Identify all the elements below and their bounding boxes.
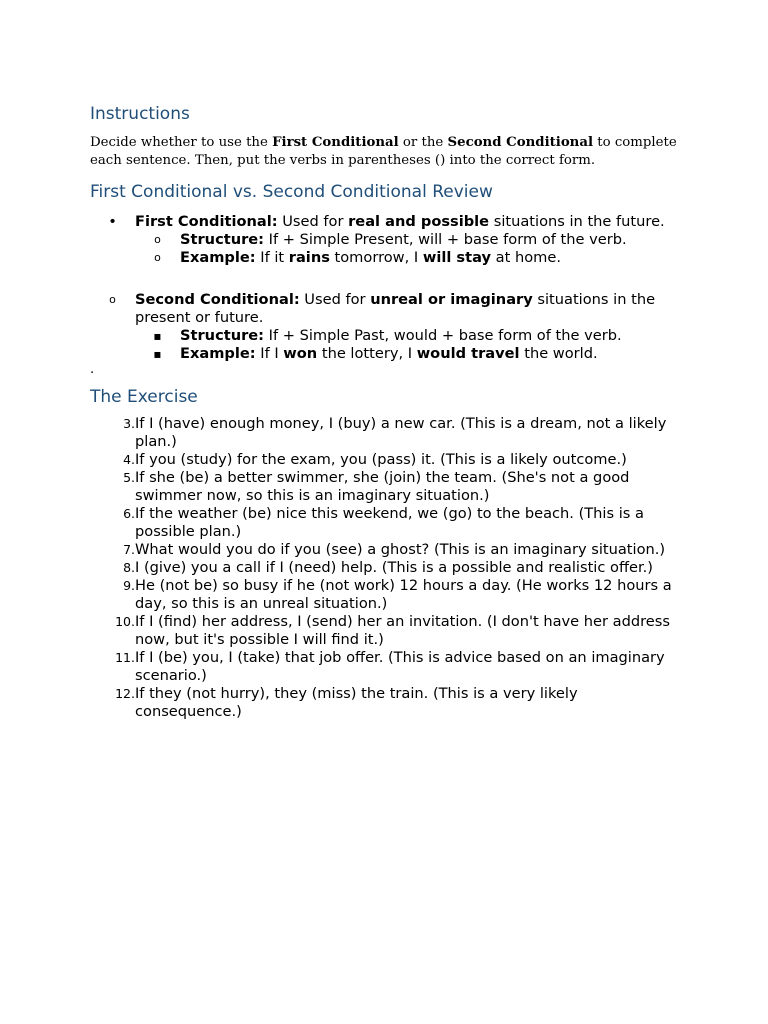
exercise-sentence: If you (study) for the exam, you (pass) it. (This is a likely outcome.): [135, 451, 627, 468]
review-second-example: [90, 345, 680, 363]
structure-text: [180, 231, 680, 249]
instructions-heading: Instructions: [90, 104, 190, 124]
exercise-number: [90, 505, 135, 523]
example-label: Example:: [180, 345, 256, 362]
exercise-number: [90, 613, 135, 631]
review-text: Used for: [277, 213, 349, 230]
instructions-bold-first: First Conditional: [272, 135, 399, 150]
exercise-number-label: 9.: [123, 578, 135, 593]
trailing-dot: .: [90, 362, 95, 377]
exercise-number-label: 4.: [123, 452, 135, 467]
exercise-number-label: 7.: [123, 542, 135, 557]
example-text: [180, 249, 680, 267]
exercise-number-label: 5.: [123, 470, 135, 485]
exercise-item: [90, 469, 680, 505]
review-item-second: [90, 291, 680, 327]
exercise-number-label: 11.: [115, 650, 135, 665]
exercise-number-label: 6.: [123, 506, 135, 521]
review-text: situations in the future.: [489, 213, 665, 230]
review-second-text: [135, 291, 680, 327]
spacer: [90, 267, 680, 291]
exercise-number-label: 12.: [115, 686, 135, 701]
example-part: at home.: [491, 249, 561, 266]
instructions-paragraph: [90, 134, 680, 170]
sub-bullet-icon: o: [154, 251, 161, 264]
example-label: Example:: [180, 249, 256, 266]
instructions-text: or the: [398, 135, 448, 150]
exercise-sentence: If they (not hurry), they (miss) the train. (This is a very likely consequence.): [135, 685, 578, 720]
review-first-structure: [90, 231, 680, 249]
structure-value: If + Simple Present, will + base form of the verb.: [264, 231, 627, 248]
exercise-number-label: 10.: [115, 614, 135, 629]
exercise-number: [90, 577, 135, 595]
exercise-item: [90, 649, 680, 685]
exercise-number-label: 3.: [123, 416, 135, 431]
example-bold: won: [283, 345, 318, 362]
review-first-label: First Conditional:: [135, 213, 278, 230]
exercise-sentence: If I (have) enough money, I (buy) a new car. (This is a dream, not a likely plan.): [135, 415, 667, 450]
example-part: the world.: [519, 345, 598, 362]
exercise-number: [90, 415, 135, 433]
exercise-number: [90, 451, 135, 469]
exercise-number: [90, 559, 135, 577]
exercise-item: [90, 685, 680, 721]
instructions-text: to complete each sentence. Then, put the verbs in parentheses () into the correct form.: [90, 135, 677, 168]
example-text: [180, 345, 680, 363]
exercise-sentence: If I (be) you, I (take) that job offer. (This is advice based on an imaginary scenario.): [135, 649, 665, 684]
example-part: the lottery, I: [317, 345, 417, 362]
structure-value: If + Simple Past, would + base form of the verb.: [264, 327, 622, 344]
review-second-bold: unreal or imaginary: [370, 291, 533, 308]
exercise-item: [90, 505, 680, 541]
bullet-icon: •: [108, 213, 117, 230]
review-text: situations in the present or future.: [135, 291, 656, 326]
exercise-number: [90, 649, 135, 667]
exercise-sentence: If she (be) a better swimmer, she (join) the team. (She's not a good swimmer now, so this is an imaginary situation.): [135, 469, 630, 504]
sub-bullet-icon: o: [154, 233, 161, 246]
review-list: [90, 213, 680, 377]
exercise-number: [90, 469, 135, 487]
example-bold: rains: [288, 249, 330, 266]
exercise-item: [90, 577, 680, 613]
exercise-sentence: What would you do if you (see) a ghost? (This is an imaginary situation.): [135, 541, 666, 558]
exercise-heading: The Exercise: [90, 387, 198, 407]
exercise-sentence: If the weather (be) nice this weekend, we (go) to the beach. (This is a possible plan.): [135, 505, 644, 540]
instructions-bold-second: Second Conditional: [447, 135, 594, 150]
example-part: If it: [255, 249, 289, 266]
exercise-number-label: 8.: [123, 560, 135, 575]
exercise-number: [90, 685, 135, 703]
example-part: tomorrow, I: [329, 249, 423, 266]
square-bullet-icon: ▪: [153, 329, 162, 343]
exercise-item: [90, 415, 680, 451]
exercise-sentence: If I (find) her address, I (send) her an invitation. (I don't have her address now, but it's possible I will find it.): [135, 613, 670, 648]
structure-label: Structure:: [180, 327, 265, 344]
review-first-text: [135, 213, 680, 231]
example-bold: will stay: [422, 249, 491, 266]
review-second-label: Second Conditional:: [135, 291, 300, 308]
review-item-first: [90, 213, 680, 231]
exercise-list: [90, 415, 680, 721]
review-first-example: [90, 249, 680, 267]
example-part: If I: [255, 345, 284, 362]
exercise-item: [90, 541, 680, 559]
structure-label: Structure:: [180, 231, 265, 248]
document-page: [90, 100, 680, 721]
exercise-item: [90, 559, 680, 577]
review-text: Used for: [299, 291, 371, 308]
review-heading: First Conditional vs. Second Conditional Review: [90, 182, 493, 202]
review-first-bold: real and possible: [348, 213, 490, 230]
square-bullet-icon: ▪: [153, 347, 162, 361]
structure-text: [180, 327, 680, 345]
exercise-item: [90, 451, 680, 469]
instructions-text: Decide whether to use the: [90, 135, 273, 150]
sub-bullet-icon: o: [109, 293, 116, 306]
exercise-sentence: I (give) you a call if I (need) help. (This is a possible and realistic offer.): [135, 559, 653, 576]
review-second-structure: [90, 327, 680, 345]
exercise-item: [90, 613, 680, 649]
exercise-number: [90, 541, 135, 559]
example-bold: would travel: [416, 345, 520, 362]
exercise-sentence: He (not be) so busy if he (not work) 12 hours a day. (He works 12 hours a day, so this is an unreal situation.): [135, 577, 672, 612]
